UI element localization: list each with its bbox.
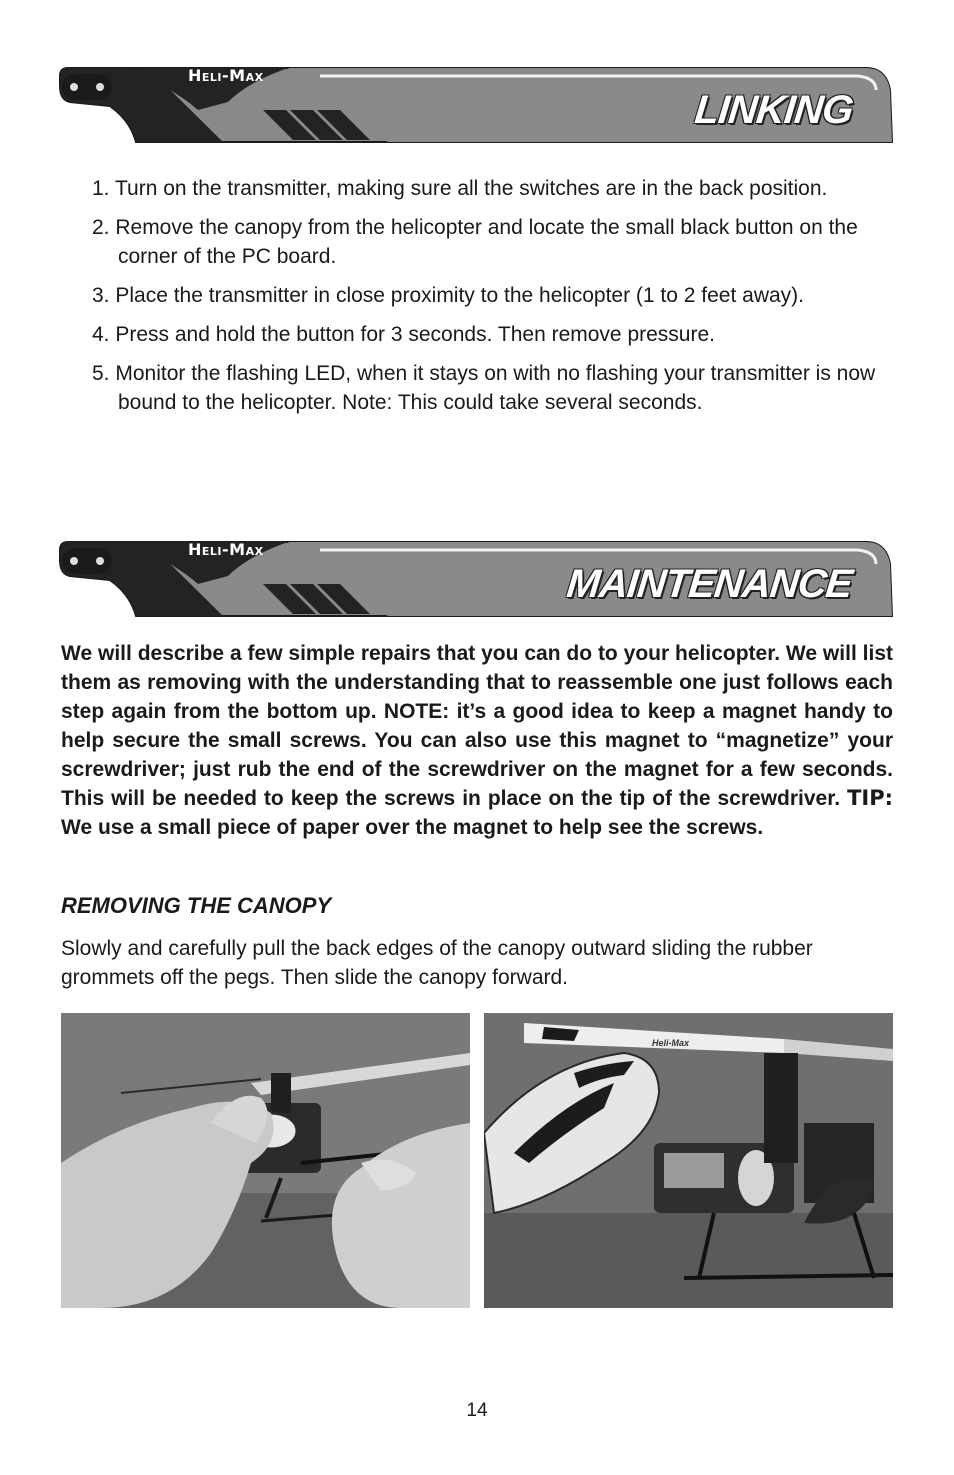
tip-label: TIP: <box>847 786 893 810</box>
maintenance-title: MAINTENANCE <box>565 562 855 606</box>
heli-max-logo: Heli-Max <box>188 540 264 559</box>
page-number: 14 <box>466 1400 488 1421</box>
maintenance-intro <box>61 639 893 842</box>
intro-text: We will describe a few simple repairs that you can do to your helicopter. We will list them as removing with the understanding that to reassemble one just follows each step again from the bottom up. NOTE: it’s a good idea to keep a magnet handy to help secure the small screws. You can also use this magnet to “magnetize” your screwdriver; just rub the end of the screwdriver on the magnet for a few seconds. This will be needed to keep the screws in place on the tip of the screwdriver. <box>61 642 893 810</box>
maintenance-banner <box>58 536 894 622</box>
linking-title: LINKING <box>692 88 855 132</box>
section-subheading: REMOVING THE CANOPY <box>61 893 332 918</box>
photo-hands-removing-canopy <box>61 1013 470 1308</box>
list-item: 1. Turn on the transmitter, making sure all the switches are in the back position. <box>92 177 828 200</box>
list-item: 5. Monitor the flashing LED, when it stays on with no flashing your transmitter is now bound to the helicopter. Note: This could take several seconds. <box>92 362 876 414</box>
list-item: 2. Remove the canopy from the helicopter and locate the small black button on the corner of the PC board. <box>92 216 858 268</box>
linking-steps-list <box>90 174 902 427</box>
photo-canopy-removed <box>484 1013 893 1308</box>
list-item: 3. Place the transmitter in close proximity to the helicopter (1 to 2 feet away). <box>92 284 804 307</box>
heli-max-logo: Heli-Max <box>188 66 264 85</box>
linking-banner <box>58 62 894 148</box>
list-item: 4. Press and hold the button for 3 seconds. Then remove pressure. <box>92 323 715 346</box>
canopy-instructions: Slowly and carefully pull the back edges of the canopy outward sliding the rubber grommets off the pegs. Then slide the canopy forward. <box>61 937 813 989</box>
tip-text: We use a small piece of paper over the magnet to help see the screws. <box>61 816 764 839</box>
blade-label: Heli-Max <box>652 1038 690 1048</box>
